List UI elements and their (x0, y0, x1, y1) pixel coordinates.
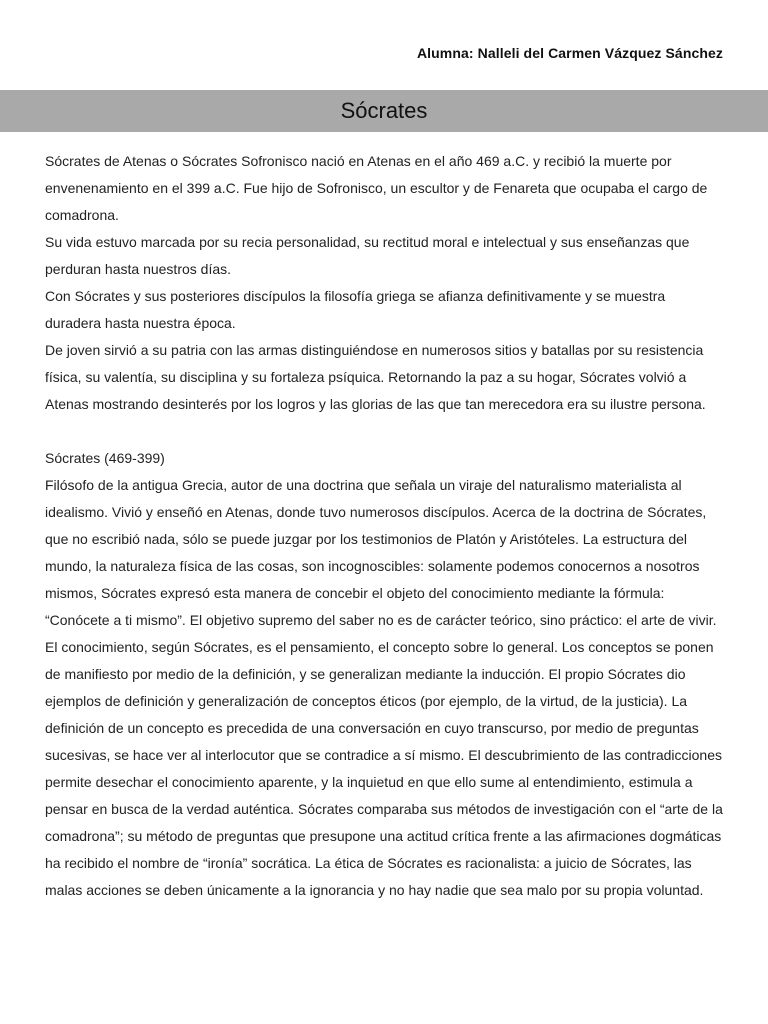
paragraph-birth: Sócrates de Atenas o Sócrates Sofronisco nació en Atenas en el año 469 a.C. y recibió la muerte por envenenamiento en el 399 a.C. Fue hijo de Sofronisco, un escultor y de Fenareta que ocupaba el cargo de comadrona. (45, 153, 708, 223)
paragraph-military: De joven sirvió a su patria con las armas distinguiéndose en numerosos sitios y batallas por su resistencia física, su valentía, su disciplina y su fortaleza psíquica. Retornando la paz a su hogar, Sócrates volvió a Atenas mostrando desinterés por los logros y las glorias de las que tan merecedora era su ilustre persona. (45, 342, 706, 412)
section-heading: Sócrates (469-399) (45, 450, 165, 466)
title-band (0, 90, 768, 132)
page-title: Sócrates (340, 98, 428, 123)
section-body: Filósofo de la antigua Grecia, autor de una doctrina que señala un viraje del naturalismo materialista al idealismo. Vivió y enseñó en Atenas, donde tuvo numerosos discípulos. Acerca de la doctrina de Sócrates, que no escribió nada, sólo se puede juzgar por los testimonios de Platón y Aristóteles. La estructura del mundo, la naturaleza física de las cosas, son incognoscibles: solamente podemos conocernos a nosotros mismos, Sócrates expresó esta manera de concebir el objeto del conocimiento mediante la fórmula: “Conócete a ti mismo”. El objetivo supremo del saber no es de carácter teórico, sino práctico: el arte de vivir. El conocimiento, según Sócrates, es el pensamiento, el concepto sobre lo general. Los conceptos se ponen de manifiesto por medio de la definición, y se generalizan mediante la inducción. El propio Sócrates dio ejemplos de definición y generalización de conceptos éticos (por ejemplo, de la virtud, de la justicia). La definición de un concepto es precedida de una conversación en cuyo transcurso, por medio de preguntas sucesivas, se hace ver al interlocutor que se contradice a sí mismo. El descubrimiento de las contradicciones permite desechar el conocimiento aparente, y la inquietud en que ello sume al entendimiento, estimula a pensar en busca de la verdad auténtica. Sócrates comparaba sus métodos de investigación con el “arte de la comadrona”; su método de preguntas que presupone una actitud crítica frente a las afirmaciones dogmáticas ha recibido el nombre de “ironía” socrática. La ética de Sócrates es racionalista: a juicio de Sócrates, las malas acciones se deben únicamente a la ignorancia y no hay nadie que sea malo por su propia voluntad. (45, 477, 723, 898)
student-name: Alumna: Nalleli del Carmen Vázquez Sánchez (416, 45, 723, 61)
paragraph-personality: Su vida estuvo marcada por su recia personalidad, su rectitud moral e intelectual y sus enseñanzas que perduran hasta nuestros días. (45, 234, 690, 277)
paragraph-disciples: Con Sócrates y sus posteriores discípulos la filosofía griega se afianza definitivamente y se muestra duradera hasta nuestra época. (45, 288, 666, 331)
document-body (45, 148, 725, 904)
paragraph-gap (45, 418, 725, 445)
